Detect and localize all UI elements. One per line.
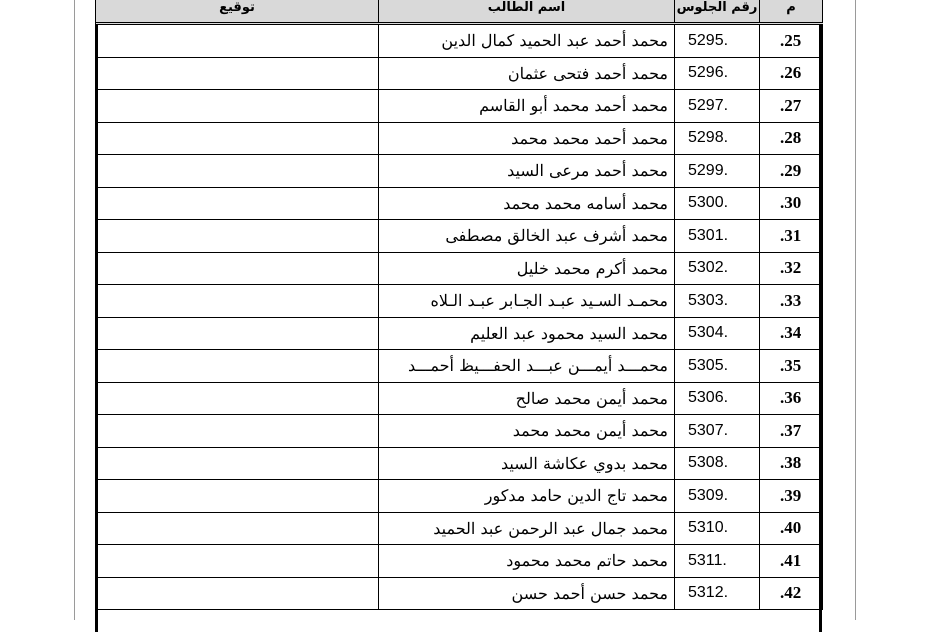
seat-number: 5300. xyxy=(675,187,760,220)
signature-cell xyxy=(96,155,379,188)
row-number: .30 xyxy=(760,187,823,220)
row-number: .34 xyxy=(760,317,823,350)
header-row xyxy=(96,0,823,24)
student-name: محمد أحمد محمد محمد xyxy=(379,122,675,155)
signature-cell xyxy=(96,512,379,545)
row-number: .40 xyxy=(760,512,823,545)
signature-cell xyxy=(96,90,379,123)
student-name: محمد تاج الدين حامد مدكور xyxy=(379,480,675,513)
table-row xyxy=(96,252,823,285)
table-row xyxy=(96,415,823,448)
student-name: محمد أكرم محمد خليل xyxy=(379,252,675,285)
table-row xyxy=(96,512,823,545)
student-name: محمد أشرف عبد الخالق مصطفى xyxy=(379,220,675,253)
table-row xyxy=(96,480,823,513)
seat-number: 5296. xyxy=(675,57,760,90)
table-row xyxy=(96,382,823,415)
student-name: محمـد السـيد عبـد الجـابر عبـد الـلاه xyxy=(379,285,675,318)
signature-cell xyxy=(96,220,379,253)
signature-cell xyxy=(96,285,379,318)
signature-cell xyxy=(96,252,379,285)
signature-cell xyxy=(96,382,379,415)
seat-number: 5309. xyxy=(675,480,760,513)
signature-cell xyxy=(96,415,379,448)
header-number: م xyxy=(760,0,823,24)
seat-number: 5295. xyxy=(675,24,760,58)
row-number: .38 xyxy=(760,447,823,480)
signature-cell xyxy=(96,577,379,610)
page-edge-right xyxy=(855,0,856,620)
seat-number: 5306. xyxy=(675,382,760,415)
student-name: محمد أيمن محمد صالح xyxy=(379,382,675,415)
seat-number: 5299. xyxy=(675,155,760,188)
seat-number: 5303. xyxy=(675,285,760,318)
seat-number: 5298. xyxy=(675,122,760,155)
seat-number: 5311. xyxy=(675,545,760,578)
seat-number: 5310. xyxy=(675,512,760,545)
table-row xyxy=(96,187,823,220)
table-row xyxy=(96,317,823,350)
table-row xyxy=(96,350,823,383)
header-signature: توقيع xyxy=(96,0,379,24)
seat-number: 5312. xyxy=(675,577,760,610)
student-roster-table xyxy=(95,0,823,610)
seat-number: 5307. xyxy=(675,415,760,448)
row-number: .33 xyxy=(760,285,823,318)
header-student-name: اسم الطالب xyxy=(379,0,675,24)
student-name: محمد أحمد عبد الحميد كمال الدين xyxy=(379,24,675,58)
student-name: محمد أحمد مرعى السيد xyxy=(379,155,675,188)
row-number: .42 xyxy=(760,577,823,610)
table-row xyxy=(96,155,823,188)
row-number: .28 xyxy=(760,122,823,155)
row-number: .26 xyxy=(760,57,823,90)
seat-number: 5301. xyxy=(675,220,760,253)
student-name: محمد بدوي عكاشة السيد xyxy=(379,447,675,480)
student-name: محمد أسامه محمد محمد xyxy=(379,187,675,220)
table-row xyxy=(96,24,823,58)
row-number: .41 xyxy=(760,545,823,578)
row-number: .32 xyxy=(760,252,823,285)
row-number: .35 xyxy=(760,350,823,383)
table-row xyxy=(96,577,823,610)
table-row xyxy=(96,122,823,155)
row-number: .25 xyxy=(760,24,823,58)
row-number: .31 xyxy=(760,220,823,253)
table-row xyxy=(96,220,823,253)
signature-cell xyxy=(96,350,379,383)
roster-body xyxy=(96,24,823,610)
seat-number: 5304. xyxy=(675,317,760,350)
table-row xyxy=(96,90,823,123)
student-name: محمد حسن أحمد حسن xyxy=(379,577,675,610)
table-row xyxy=(96,447,823,480)
header-seat-number: رقم الجلوس xyxy=(675,0,760,24)
row-number: .36 xyxy=(760,382,823,415)
signature-cell xyxy=(96,24,379,58)
student-name: محمد حاتم محمد محمود xyxy=(379,545,675,578)
student-name: محمد السيد محمود عبد العليم xyxy=(379,317,675,350)
student-name: محمد أيمن محمد محمد xyxy=(379,415,675,448)
seat-number: 5308. xyxy=(675,447,760,480)
signature-cell xyxy=(96,317,379,350)
table-row xyxy=(96,57,823,90)
signature-cell xyxy=(96,122,379,155)
seat-number: 5302. xyxy=(675,252,760,285)
student-name: محمد أحمد محمد أبو القاسم xyxy=(379,90,675,123)
signature-cell xyxy=(96,447,379,480)
signature-cell xyxy=(96,480,379,513)
seat-number: 5305. xyxy=(675,350,760,383)
signature-cell xyxy=(96,545,379,578)
student-name: محمد أحمد فتحى عثمان xyxy=(379,57,675,90)
seat-number: 5297. xyxy=(675,90,760,123)
row-number: .29 xyxy=(760,155,823,188)
row-number: .37 xyxy=(760,415,823,448)
table-row xyxy=(96,285,823,318)
row-number: .39 xyxy=(760,480,823,513)
student-name: محمـــد أيمـــن عبـــد الحفـــيظ أحمـــد xyxy=(379,350,675,383)
signature-cell xyxy=(96,57,379,90)
signature-cell xyxy=(96,187,379,220)
student-name: محمد جمال عبد الرحمن عبد الحميد xyxy=(379,512,675,545)
page-edge-left xyxy=(74,0,75,620)
row-number: .27 xyxy=(760,90,823,123)
table-row xyxy=(96,545,823,578)
